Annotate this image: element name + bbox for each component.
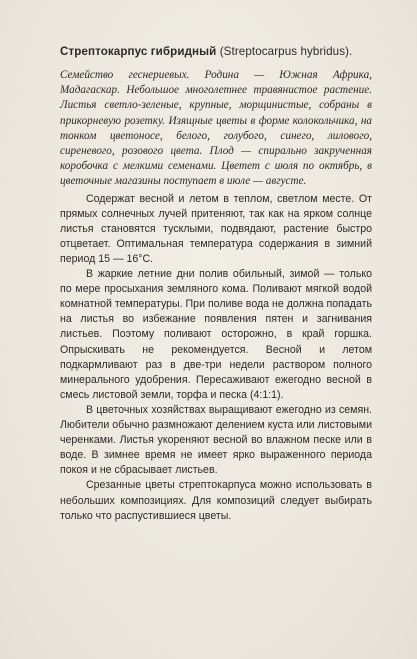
article-title [60,44,372,59]
paragraph-propagation: В цветочных хозяйствах выращивают ежегодно из семян. Любители обычно размножают делением куста или листовыми черенками. Листья укореняют весной во влажном песке или в воде. В зимнее время не имеет ярко выраженного периода покоя и не сбрасывает листьев. [60,403,372,477]
title-latin: (Streptocarpus hybridus). [219,45,353,58]
title-russian: Стрептокарпус гибридный [60,45,217,58]
paragraph-watering: В жаркие летние дни полив обильный, зимой — только по мере просыхания земляного кома. Поливают мягкой водой комнатной температуры. При поливе вода не должна попадать на листья во избежание появления пятен и загнивания листьев. Поэтому поливают осторожно, в край горшка. Опрыскивать не рекомендуется. Весной и летом подкармливают раз в две-три недели раствором полного минерального удобрения. Пересаживают ежегодно весной в смесь листовой земли, торфа и песка (4:1:1). [60,268,372,401]
article [60,44,372,524]
paragraph-cut-flowers: Срезанные цветы стрептокарпуса можно использовать в небольших композициях. Для композиций следует выбирать только что распустившиеся цветы. [60,479,372,522]
plant-description: Семейство геснериевых. Родина — Южная Африка, Мадагаскар. Небольшое многолетнее травянистое растение. Листья светло-зеленые, крупные, морщинистые, собраны в прикорневую розетку. Изящные цветы в форме колокольчика, на тонком цветоносе, белого, голубого, синего, лилового, сиреневого, розового цвета. Плод — спирально закрученная коробочка с мелкими семенами. Цветет с июля по октябрь, в цветочные магазины поступает в июле — августе. [60,69,372,188]
paragraph-care: Содержат весной и летом в теплом, светлом месте. От прямых солнечных лучей притеняют, так как на ярком солнце листья становятся тусклыми, подвядают, растение быстро отцветает. Оптимальная температура содержания в зимний период 15 — 16°С. [60,192,372,265]
